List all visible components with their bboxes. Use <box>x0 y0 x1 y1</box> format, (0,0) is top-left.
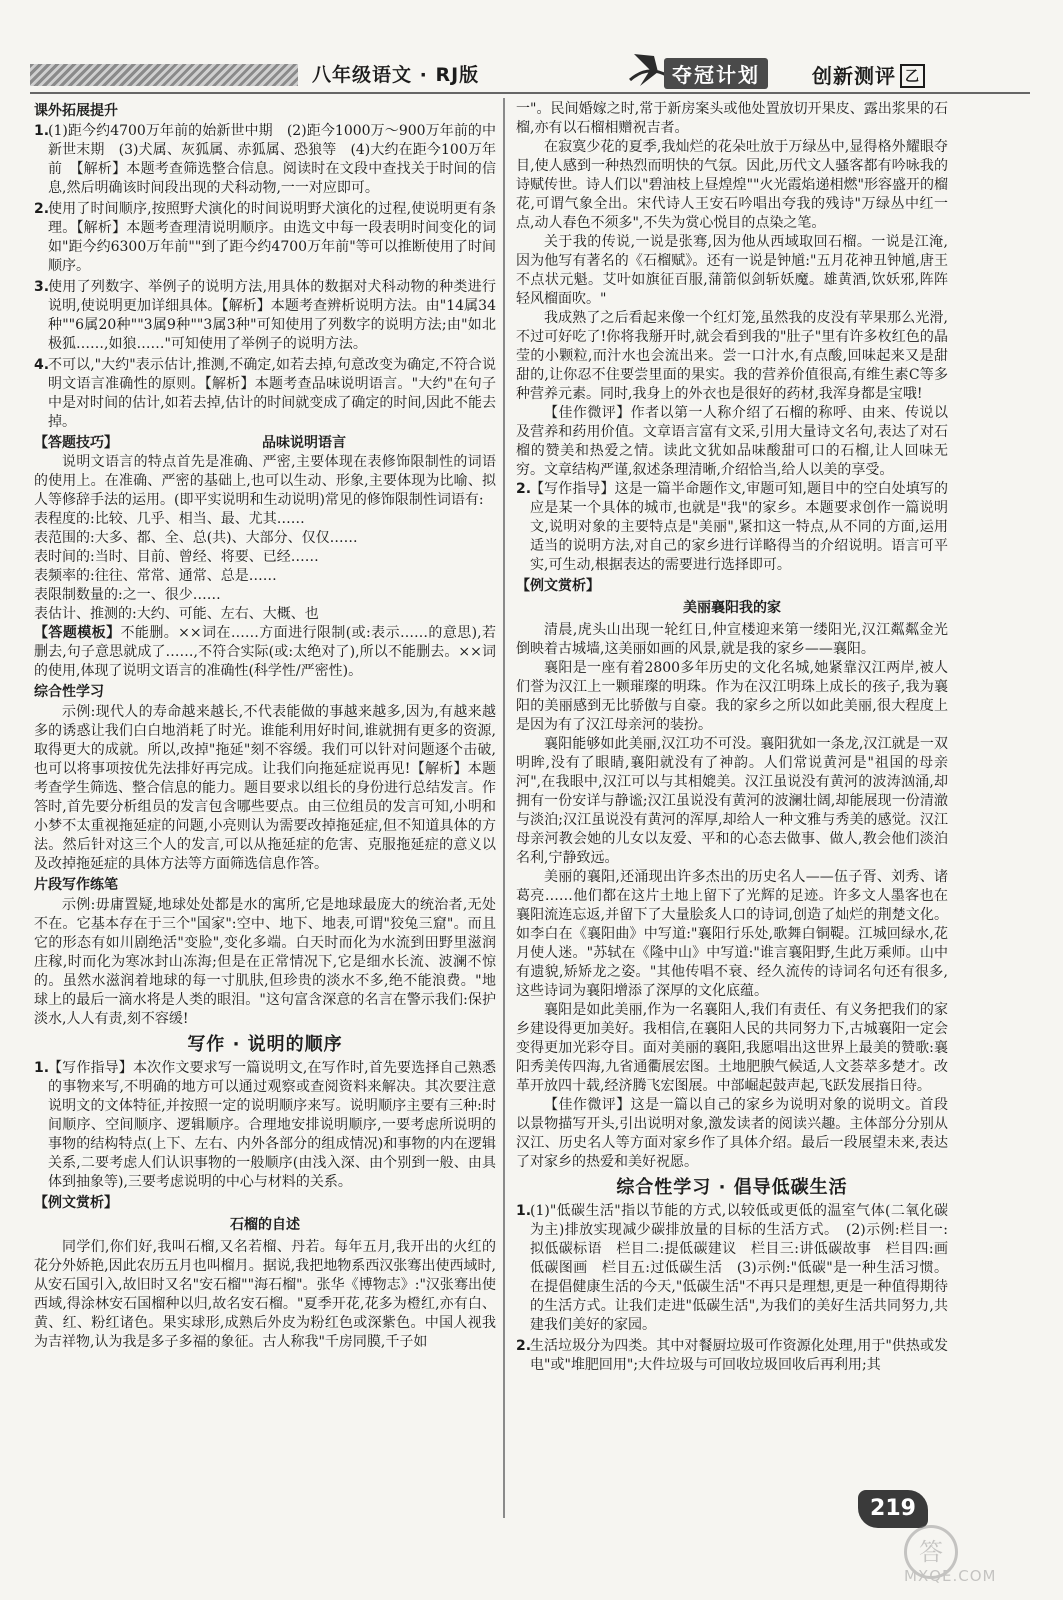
watermark-answer-icon: 答 <box>904 1525 958 1579</box>
answer-number: 1. <box>34 123 50 139</box>
essay-title: 美丽襄阳我的家 <box>683 600 781 616</box>
answer-item <box>516 1202 948 1335</box>
page-header <box>0 0 1063 96</box>
essay-paragraph: 关于我的传说,一说是张骞,因为他从西域取回石榴。一说是江淹,因为他写有著名的《石榴赋》。还有一说是钟馗:"五月花神丑钟馗,唐王不点状元魁。艾叶如旗征百服,蒲箭似剑斩妖魔。雄黄酒,饮妖邪,阵阵轻风榴面吹。" <box>516 234 948 307</box>
answer-item <box>516 1337 948 1375</box>
fragment-writing-answer: 示例:毋庸置疑,地球处处都是水的寓所,它是地球最庞大的统治者,无处不在。它基本存在于三个"国家":空中、地下、地表,可谓"狡兔三窟"。而且它的形态有如川剧绝活"变脸",变化多端。白天时而化为水流到田野里滋润庄稼,时而化为寒冰封山冻海;但是在正常情况下,它是细水长流、波澜不惊的。虽然水滋润着地球的每一寸肌肤,但珍贵的淡水不多,绝不能浪费。"地球上的最后一滴水将是人类的眼泪。"这句富含深意的名言在警示我们:保护淡水,人人有责,刻不容缓! <box>34 897 496 1027</box>
answer-item <box>34 1059 496 1192</box>
tip-title: 品味说明语言 <box>262 435 346 451</box>
template-label: 【答题模板】 <box>34 625 121 641</box>
watermark <box>904 1525 1044 1587</box>
tip-heading-row <box>34 434 496 453</box>
essay-paragraph: 清晨,虎头山出现一轮红日,仲宣楼迎来第一缕阳光,汉江粼粼金光倒映着古城墙,这美丽如画的风景,就是我的家乡——襄阳。 <box>516 622 948 657</box>
watermark-text: MXQE.COM <box>904 1567 997 1585</box>
example-label: 【例文赏析】 <box>34 1195 118 1211</box>
essay-title: 石榴的自述 <box>230 1217 300 1233</box>
section-heading-extension: 课外拓展提升 <box>34 103 118 119</box>
integrated-section-title: 综合性学习 · 倡导低碳生活 <box>616 1177 848 1198</box>
page-number: 219 <box>858 1490 928 1528</box>
template-block <box>34 624 496 681</box>
tip-line: 表时间的:当时、目前、曾经、将要、已经…… <box>34 549 319 565</box>
answer-text: (1)距今约4700万年前的始新世中期 (2)距今1000万～900万年前的中新世末期 (3)犬属、灰狐属、赤狐属、恐狼等 (4)大约在距今100万年前 【解析】本题考查筛选整合信息。阅读时在文段中查找关于时间的信息,然后明确该时间段出现的犬科动物,一一对应即可。 <box>48 123 496 196</box>
answer-text: 生活垃圾分为四类。其中对餐厨垃圾可作资源化处理,用于"供热或发电"或"堆肥回用";大件垃圾与可回收垃圾回收后再利用;其 <box>530 1338 948 1373</box>
tip-line: 表范围的:大多、都、全、总(共)、大部分、仅仅…… <box>34 530 358 546</box>
answer-number: 3. <box>34 279 50 295</box>
left-column <box>34 100 496 1352</box>
essay-comment: 【佳作微评】作者以第一人称介绍了石榴的称呼、由来、传说以及营养和药用价值。文章语言富有文采,引用大量诗文名句,表达了对石榴的赞美和热爱之情。读此文犹如品味酸甜可口的石榴,让人回味无穷。文章结构严谨,叙述条理清晰,介绍恰当,给人以美的享受。 <box>516 405 948 478</box>
answer-text: 使用了时间顺序,按照野犬演化的时间说明野犬演化的过程,使说明更有条理。【解析】本题考查理清说明顺序。由选文中每一段表明时间变化的词如"距今约6300万年前""到了距今约4700万年前"等可以推断使用了时间顺序。 <box>48 201 496 274</box>
section-heading-integrated-study: 综合性学习 <box>34 684 104 700</box>
integrated-study-answer: 示例:现代人的寿命越来越长,不代表能做的事越来越多,因为,有越来越多的诱惑让我们白白地消耗了时光。谁能利用好时间,谁就拥有更多的资源,取得更大的成就。所以,改掉"拖延"刻不容缓。我们可以针对问题逐个击破,也可以将事项按优先法排好再完成。让我们向拖延症说再见!【解析】本题考查学生筛选、整合信息的能力。题目要求以组长的身份进行总结发言。作答时,首先要分析组员的发言包含哪些要点。由三位组员的发言可知,小明和小梦不太重视拖延症的问题,小亮则认为需要改掉拖延症,但不知道具体的方法。然后针对这三个人的发言,可以从拖延症的危害、克服拖延症的意义以及改掉拖延症的具体方法等方面筛选信息作答。 <box>34 704 496 872</box>
tip-line: 表估计、推测的:大约、可能、左右、大概、也 <box>34 606 319 622</box>
answer-item <box>34 200 496 276</box>
answer-number: 1. <box>34 1060 50 1076</box>
header-grade-title: 八年级语文 · RJ版 <box>312 64 480 86</box>
essay-paragraph: 襄阳是一座有着2800多年历史的文化名城,她紧靠汉江两岸,被人们誉为汉江上一颗璀璨的明珠。作为在汉江明珠上成长的孩子,我为襄阳的美丽感到无比骄傲与自豪。我的家乡之所以如此美丽,很大程度上是因为有了汉江母亲河的装扮。 <box>516 660 948 733</box>
essay-paragraph: 在寂寞少花的夏季,我灿烂的花朵吐放于万绿丛中,显得格外耀眼夺目,使人感到一种热烈而明快的气氛。因此,历代文人骚客都有吟咏我的诗赋传世。诗人们以"碧油枝上昼煌煌""火光霞焰递相燃"形容盛开的榴花,可谓气象全出。宋代诗人王安石吟唱出夸我的残诗"万绿丛中红一点,动人春色不须多",不失为赏心悦目的点染之笔。 <box>516 139 948 231</box>
header-edition-mark: 乙 <box>900 64 925 88</box>
header-pattern-strip <box>30 64 298 86</box>
answer-number: 2. <box>516 481 532 497</box>
answer-item <box>34 122 496 198</box>
essay-comment: 【佳作微评】这是一篇以自己的家乡为说明对象的说明文。首段以景物描写开头,引出说明对象,激发读者的阅读兴趣。主体部分分别从汉江、历史名人等方面对家乡作了具体介绍。最后一段展望未来,表达了对家乡的热爱和美好祝愿。 <box>516 1097 948 1170</box>
answer-text: 【写作指导】本次作文要求写一篇说明文,在写作时,首先要选择自己熟悉的事物来写,不明确的地方可以通过观察或查阅资料来解决。其次要注意说明文的文体特征,并按照一定的说明顺序来写。说明顺序主要有三种:时间顺序、空间顺序、逻辑顺序。合理地安排说明顺序,一要考虑所说明的事物的结构特点(上下、左右、内外各部分的组成情况)和事物的内在逻辑关系,二要考虑人们认识事物的一般顺序(由浅入深、由个别到一般、由具体到抽象等),三要考虑说明的中心与材料的关系。 <box>48 1060 496 1190</box>
section-heading-fragment-writing: 片段写作练笔 <box>34 877 118 893</box>
header-rule <box>30 92 1030 94</box>
example-label: 【例文赏析】 <box>516 578 600 594</box>
template-body: 不能删。××词在……方面进行限制(或:表示……的意思),若删去,句子意思就成了……,不符合实际(或:太绝对了),所以不能删去。××词的使用,体现了说明文语言的准确性(科学性/严密性)。 <box>34 625 497 679</box>
essay-paragraph: 一"。民间婚嫁之时,常于新房案头或他处置放切开果皮、露出浆果的石榴,亦有以石榴相赠祝吉者。 <box>516 101 948 136</box>
answer-item <box>34 278 496 354</box>
answer-number: 1. <box>516 1203 532 1219</box>
answer-text: (1)"低碳生活"指以节能的方式,以较低或更低的温室气体(二氧化碳为主)排放实现减少碳排放量的目标的生活方式。 (2)示例:栏目一:拟低碳标语 栏目二:提低碳建议 栏目三:讲低碳故事 栏目四:画低碳图画 栏目五:过低碳生活 (3)示例:"低碳"是一种生活习惯。在提倡健康生活的今天,"低碳生活"不再只是理想,更是一种值得期待的生活方式。让我们走进"低碳生活",为我们的美好生活共同努力,共建我们美好的家园。 <box>530 1203 948 1333</box>
tip-line: 表限制数量的:之一、很少…… <box>34 587 221 603</box>
answer-item <box>516 480 948 575</box>
essay-paragraph: 美丽的襄阳,还涌现出许多杰出的历史名人——伍子胥、刘秀、诸葛亮……他们都在这片土地上留下了光辉的足迹。许多文人墨客也在襄阳流连忘返,并留下了大量脍炙人口的诗词,创造了灿烂的荆楚文化。如李白在《襄阳曲》中写道:"襄阳行乐处,歌舞白铜鞮。江城回绿水,花月使人迷。"苏轼在《隆中山》中写道:"谁言襄阳野,生此万乘师。山中有遗貌,矫矫龙之姿。"其他传唱不衰、经久流传的诗词名句还有很多,这些诗词为襄阳增添了深厚的文化底蕴。 <box>516 869 948 999</box>
writing-section-title: 写作 · 说明的顺序 <box>187 1034 343 1055</box>
essay-paragraph: 襄阳是如此美丽,作为一名襄阳人,我们有责任、有义务把我们的家乡建设得更加美好。我相信,在襄阳人民的共同努力下,古城襄阳一定会变得更加光彩夺目。面对美丽的襄阳,我愿唱出这世界上最美的赞歌:襄阳秀美传四海,九省通衢展宏图。土地肥腴气候适,人文荟萃多楚才。改革开放四十载,经济腾飞宏图展。中部崛起鼓声起,飞跃发展指日待。 <box>516 1002 948 1094</box>
answer-number: 2. <box>516 1338 532 1354</box>
answer-text: 使用了列数字、举例子的说明方法,用具体的数据对犬科动物的种类进行说明,使说明更加详细具体。【解析】本题考查辨析说明方法。由"14属34种""6属20种""3属9种""3属3种"可知使用了列数字的说明方法;由"如北极狐……,如狼……"可知使用了举例子的说明方法。 <box>48 279 496 352</box>
header-subtitle-text: 创新测评 <box>812 64 896 88</box>
essay-paragraph: 我成熟了之后看起来像一个红灯笼,虽然我的皮没有苹果那么光滑,不过可好吃了!你将我掰开时,就会看到我的"肚子"里有许多枚红色的晶莹的小颗粒,而汁水也会流出来。尝一口汁水,有点酸,回味起来又是甜甜的,让你忍不住要尝里面的果实。我的营养价值很高,有维生素C等多种营养元素。同时,我身上的外衣也是很好的药材,我浑身都是宝哦! <box>516 310 948 402</box>
tip-label: 【答题技巧】 <box>34 435 118 451</box>
column-divider <box>503 98 505 1518</box>
answer-text: 不可以,"大约"表示估计,推测,不确定,如若去掉,句意改变为确定,不符合说明文语言准确性的原则。【解析】本题考查品味说明语言。"大约"在句子中是对时间的估计,如若去掉,估计的时间就变成了确定的时间,因此不能去掉。 <box>48 357 496 430</box>
header-logo-text: 夺冠计划 <box>664 58 768 89</box>
tip-line: 表频率的:往往、常常、通常、总是…… <box>34 568 277 584</box>
essay-paragraph: 襄阳能够如此美丽,汉江功不可没。襄阳犹如一条龙,汉江就是一双明眸,没有了眼睛,襄阳就没有了神韵。人们常说黄河是"祖国的母亲河",在我眼中,汉江可以与其相媲美。汉江虽说没有黄河的波涛汹涌,却拥有一份安详与静谧;汉江虽说没有黄河的波澜壮阔,却能展现一份清澈与淡泊;汉江虽说没有黄河的浑厚,却给人一种文雅与秀美的感觉。汉江母亲河教会她的儿女以友爱、平和的心态去做事、做人,教会他们淡泊名利,宁静致远。 <box>516 736 948 866</box>
answer-number: 4. <box>34 357 50 373</box>
answer-text: 【写作指导】这是一篇半命题作文,审题可知,题目中的空白处填写的应是某一个具体的城市,也就是"我"的家乡。本题要求创作一篇说明文,说明对象的主要特点是"美丽",紧扣这一特点,从不同的方面,运用适当的说明方法,对自己的家乡进行详略得当的介绍说明。语言可平实,可生动,根据表达的需要进行选择即可。 <box>530 481 948 573</box>
answer-number: 2. <box>34 201 50 217</box>
tip-line: 表程度的:比较、几乎、相当、最、尤其…… <box>34 511 305 527</box>
right-column <box>516 100 948 1377</box>
essay-paragraph: 同学们,你们好,我叫石榴,又名若榴、丹若。每年五月,我开出的火红的花分外娇艳,因此农历五月也叫榴月。据说,我把地物系西汉张骞出使西域时,从安石国引入,故旧时又名"安石榴""海石榴"。张华《博物志》:"汉张骞出使西域,得涂林安石国榴种以归,故名安石榴。"夏季开花,花多为橙红,亦有白、黄、红、粉红诸色。果实球形,成熟后外皮为粉红色或深紫色。中国人视我为吉祥物,认为我是多子多福的象征。古人称我"千房同膜,千子如 <box>34 1239 496 1350</box>
header-subtitle <box>812 60 925 89</box>
answer-item <box>34 356 496 432</box>
tip-body: 说明文语言的特点首先是准确、严密,主要体现在表修饰限制性的词语的使用上。在准确、严密的基础上,也可以生动、形象,主要体现为比喻、拟人等修辞手法的运用。(即平实说明和生动说明)常见的修饰限制性词语有: <box>34 454 496 508</box>
